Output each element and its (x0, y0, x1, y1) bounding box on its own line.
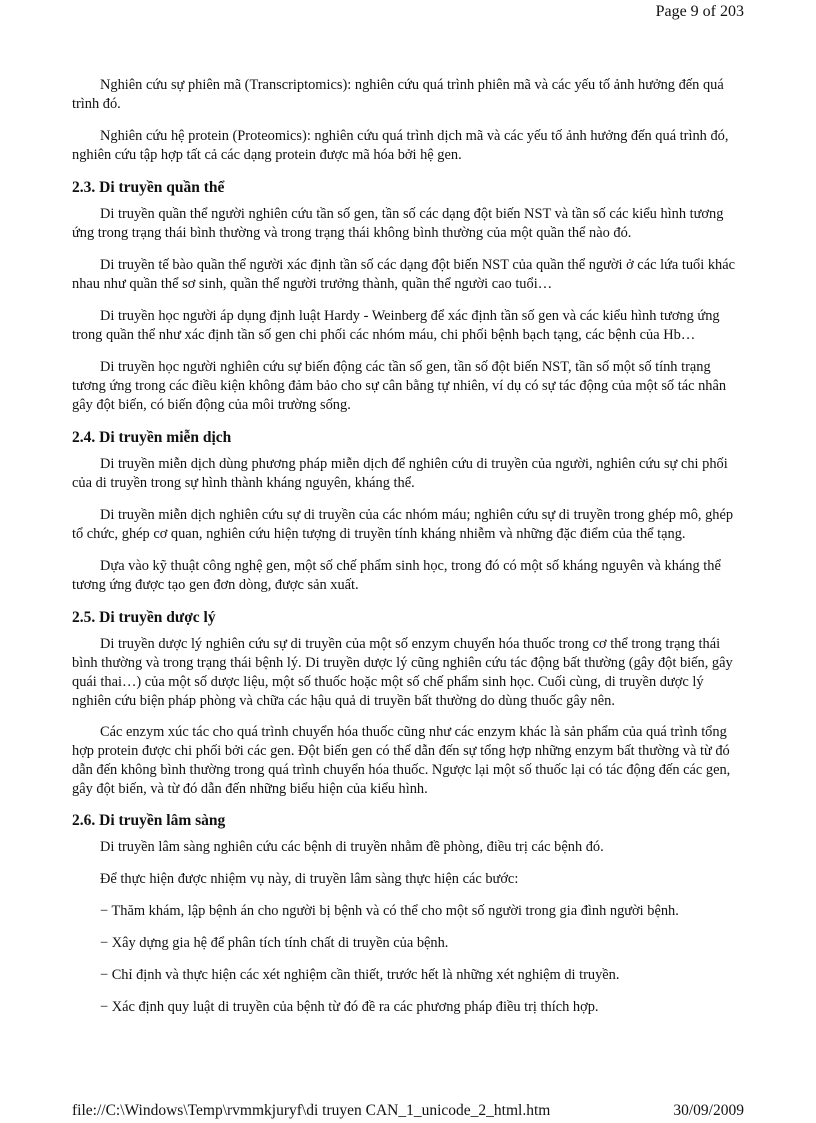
paragraph-proteomics: Nghiên cứu hệ protein (Proteomics): nghiên cứu quá trình dịch mã và các yếu tố ảnh hưởng đến quá trình đó, nghiên cứu tập hợp tất cả các dạng protein được mã hóa bởi hệ gen. (72, 128, 729, 163)
paragraph: Di truyền học người nghiên cứu sự biến động các tần số gen, tần số đột biến NST, tần số một số tính trạng tương ứng trong các điều kiện không đảm bảo cho sự cân bằng tự nhiên, ví dụ có sự tác động của một số tác nhân gây đột biến, có biến động của môi trường sống. (72, 359, 727, 413)
paragraph: Di truyền học người áp dụng định luật Hardy - Weinberg để xác định tần số gen và các kiểu hình tương ứng trong quần thể như xác định tần số gen chi phối các nhóm máu, chi phối bệnh bạch tạng, các bệnh của Hb… (72, 308, 720, 343)
section-heading-2-4: 2.4. Di truyền miễn dịch (72, 429, 232, 446)
section-heading-2-5: 2.5. Di truyền dược lý (72, 609, 216, 626)
section-heading-2-6: 2.6. Di truyền lâm sàng (72, 812, 226, 829)
paragraph: Dựa vào kỹ thuật công nghệ gen, một số chế phẩm sinh học, trong đó có một số kháng nguyên và kháng thể tương ứng được tạo gen đơn dòng, được sản xuất. (72, 558, 721, 593)
list-item: − Xác định quy luật di truyền của bệnh từ đó đề ra các phương pháp điều trị thích hợp. (100, 999, 599, 1015)
page-number: Page 9 of 203 (655, 3, 744, 20)
section-heading-2-3: 2.3. Di truyền quần thể (72, 179, 225, 196)
paragraph: Di truyền dược lý nghiên cứu sự di truyền của một số enzym chuyển hóa thuốc trong cơ thể trong trạng thái bình thường và trong trạng thái bệnh lý. Di truyền dược lý cũng nghiên cứu tác động bất thường (gây đột biến, gây quái thai…) của một số dược liệu, một số thuốc hoặc một số chế phẩm sinh học. Cuối cùng, di truyền dược lý nghiên cứu biện pháp phòng và chữa các hậu quả di truyền bất thường do dùng thuốc gây nên. (72, 636, 733, 709)
paragraph: Di truyền miễn dịch nghiên cứu sự di truyền của các nhóm máu; nghiên cứu sự di truyền trong ghép mô, ghép tổ chức, ghép cơ quan, nghiên cứu hiện tượng di truyền tính kháng nhiễm và những đặc điểm của thể tạng. (72, 507, 734, 542)
document-body (72, 76, 744, 1030)
paragraph: Di truyền lâm sàng nghiên cứu các bệnh di truyền nhằm đề phòng, điều trị các bệnh đó. (100, 839, 604, 855)
list-item: − Thăm khám, lập bệnh án cho người bị bệnh và có thể cho một số người trong gia đình người bệnh. (100, 903, 679, 919)
paragraph-transcriptomics: Nghiên cứu sự phiên mã (Transcriptomics): nghiên cứu quá trình phiên mã và các yếu tố ảnh hưởng đến quá trình đó. (72, 77, 724, 112)
paragraph: Di truyền tế bào quần thể người xác định tần số các dạng đột biến NST của quần thể người ở các lứa tuổi khác nhau như quần thể sơ sinh, quần thể người trưởng thành, quần thể người cao tuổi… (72, 257, 736, 292)
list-item: − Xây dựng gia hệ để phân tích tính chất di truyền của bệnh. (100, 935, 449, 951)
paragraph: Di truyền miễn dịch dùng phương pháp miễn dịch để nghiên cứu di truyền của người, nghiên cứu sự chi phối của di truyền trong sự hình thành kháng nguyên, kháng thể. (72, 456, 728, 491)
paragraph: Các enzym xúc tác cho quá trình chuyển hóa thuốc cũng như các enzym khác là sản phẩm của quá trình tổng hợp protein được chi phối bởi các gen. Đột biến gen có thể dẫn đến sự tổng hợp những enzym bất thường và từ đó dẫn đến không bình thường trong quá trình chuyển hóa thuốc. Ngược lại một số thuốc lại có tác động đến các gen, gây đột biến, và từ đó dẫn đến những biểu hiện của kiểu hình. (72, 724, 731, 797)
list-item: − Chỉ định và thực hiện các xét nghiệm cần thiết, trước hết là những xét nghiệm di truyền. (100, 967, 620, 983)
paragraph: Di truyền quần thể người nghiên cứu tần số gen, tần số các dạng đột biến NST và tần số các kiểu hình tương ứng trong trạng thái bình thường và trong trạng thái không bình thường của một quần thể nào đó. (72, 206, 724, 241)
footer-date: 30/09/2009 (673, 1102, 744, 1119)
paragraph: Để thực hiện được nhiệm vụ này, di truyền lâm sàng thực hiện các bước: (100, 871, 519, 887)
footer-file-path: file://C:\Windows\Temp\rvmmkjuryf\di truyen CAN_1_unicode_2_html.htm (72, 1102, 551, 1119)
